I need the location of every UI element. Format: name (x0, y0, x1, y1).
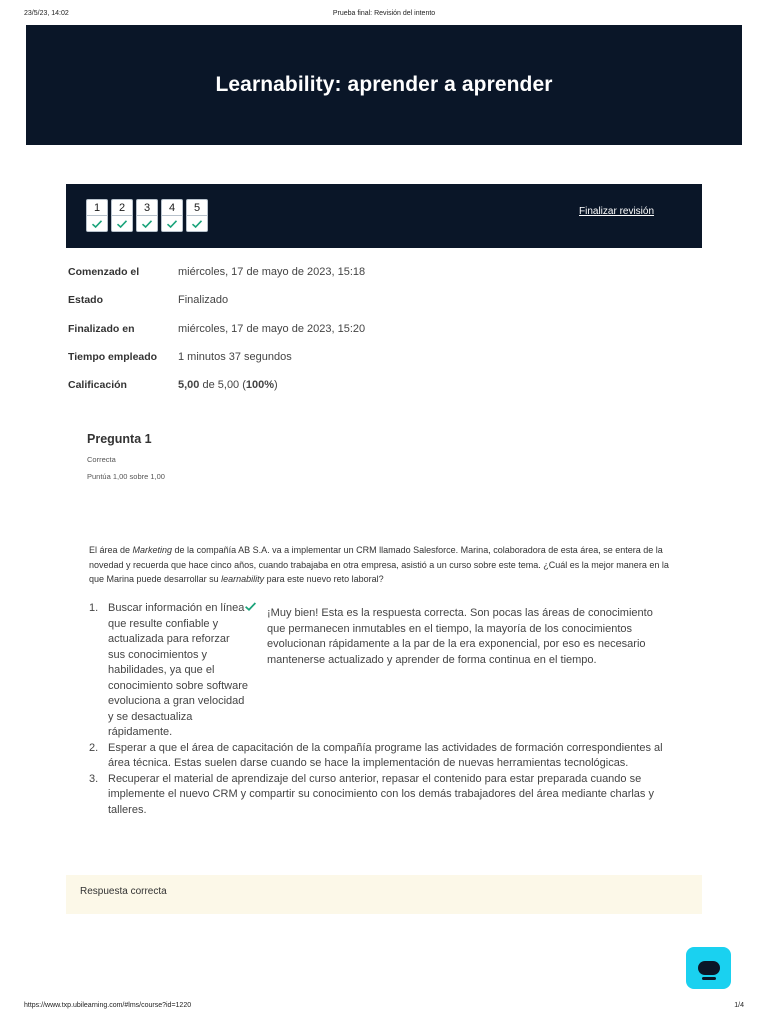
print-url: https://www.txp.ubilearning.com/#lms/course?id=1220 (24, 1002, 192, 1009)
question-text-emphasis: Marketing (132, 545, 173, 555)
check-icon (87, 215, 107, 231)
print-header (24, 10, 744, 22)
print-page-number: 1/4 (734, 1002, 744, 1009)
answer-option-2[interactable] (89, 741, 689, 772)
check-icon (137, 215, 157, 231)
question-info (87, 432, 165, 481)
print-page-title: Prueba final: Revisión del intento (332, 10, 436, 17)
answer-number: 3. (89, 772, 99, 785)
question-nav-button-5[interactable] (186, 199, 208, 232)
answer-text: Recuperar el material de aprendizaje del curso anterior, repasar el contenido para estar preparada cuando se implemente el nuevo CRM y compartir su conocimiento con los demás trabajadores del área mediante charlas y talleres. (108, 772, 654, 816)
grade-score: 5,00 (178, 379, 200, 392)
summary-row-started (68, 264, 698, 292)
answer-number: 1. (89, 602, 99, 614)
question-nav-button-1[interactable] (86, 199, 108, 232)
summary-value: Finalizado (178, 294, 229, 307)
answer-text: Buscar información en línea que resulte confiable y actualizada para reforzar sus conocimientos y habilidades, ya que el conocimiento sobre software evoluciona a gran velocidad y se desactualiza rápidamente. (108, 602, 249, 738)
summary-value: miércoles, 17 de mayo de 2023, 15:18 (178, 266, 366, 278)
question-state: Correcta (87, 455, 116, 464)
question-text-part: de la compañía AB S.A. va a implementar un CRM llamado Salesforce. Marina, colaboradora de esta área, se entera de la novedad y recuerda que hace cinco años, cuando trabajaba en otra empresa, asistió a un curso sobre este tema. ¿Cuál es la mejor manera en la que Marina puede desarrollar su (89, 545, 669, 584)
question-grade: Puntúa 1,00 sobre 1,00 (87, 472, 165, 481)
grade-percent: 100% (245, 379, 275, 392)
question-nav-buttons (86, 199, 208, 232)
summary-value: 1 minutos 37 segundos (178, 350, 292, 363)
grade-value (178, 379, 278, 391)
question-number: 1 (93, 202, 101, 214)
question-nav-button-4[interactable] (161, 199, 183, 232)
check-icon (162, 215, 182, 231)
chat-bubble-icon (698, 961, 720, 975)
summary-label: Tiempo empleado (68, 350, 158, 363)
question-nav-button-2[interactable] (111, 199, 133, 232)
course-title: Learnability: aprender a aprender (215, 73, 553, 96)
summary-label: Comenzado el (68, 266, 140, 278)
finish-review-link[interactable]: Finalizar revisión (579, 206, 655, 217)
grade-close: ) (274, 379, 278, 392)
right-answer-text: Respuesta correcta (80, 886, 167, 897)
question-number: 2 (118, 202, 126, 214)
question-number: 3 (143, 202, 151, 214)
grade-of: de 5,00 ( (199, 379, 246, 392)
question-number: 5 (193, 202, 201, 214)
summary-value: miércoles, 17 de mayo de 2023, 15:20 (178, 322, 366, 335)
summary-row-finished (68, 321, 698, 349)
answer-number: 2. (89, 741, 99, 754)
question-nav-button-3[interactable] (136, 199, 158, 232)
summary-row-time (68, 349, 698, 377)
answer-feedback: ¡Muy bien! Esta es la respuesta correcta. Son pocas las áreas de conocimiento que permanecen inmutables en el tiempo, la mayoría de los conocimientos evolucionan rápidamente a la par de la era exponencial, por eso es necesario mantenerse actualizado y aprender de forma continua en el tiempo. (262, 601, 678, 673)
summary-row-state (68, 292, 698, 320)
right-answer-box (66, 875, 702, 914)
answer-option-3[interactable] (89, 772, 689, 819)
attempt-summary (68, 264, 698, 405)
quiz-navigation (66, 184, 702, 248)
question-number: 4 (168, 202, 176, 214)
chat-button[interactable] (686, 947, 731, 989)
question-text-part: El área de (89, 545, 133, 555)
question-text-emphasis: learnability (221, 574, 265, 584)
check-icon (187, 215, 207, 231)
summary-row-grade (68, 377, 698, 405)
summary-label: Estado (68, 294, 104, 307)
answer-text: Esperar a que el área de capacitación de la compañía programe las actividades de formación correspondientes al área técnica. Estas suelen darse cuando se hace la implementación de nuevas herramientas tecnológicas. (108, 741, 663, 769)
print-timestamp: 23/5/23, 14:02 (24, 10, 69, 17)
print-footer (24, 1002, 744, 1014)
question-text (89, 543, 679, 587)
check-icon (244, 601, 257, 618)
summary-label: Finalizado en (68, 322, 135, 335)
check-icon (112, 215, 132, 231)
summary-label: Calificación (68, 379, 127, 392)
course-header (26, 25, 742, 145)
question-text-part: para este nuevo reto laboral? (264, 574, 384, 584)
question-title: Pregunta 1 (87, 432, 152, 446)
